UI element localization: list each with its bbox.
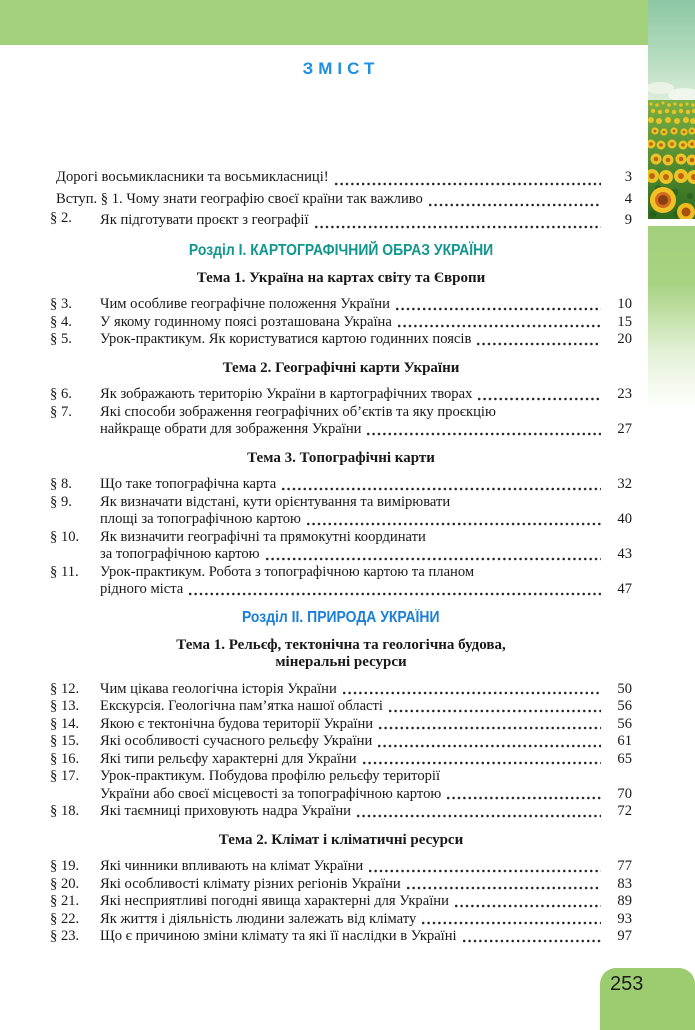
toc-entry bbox=[50, 893, 632, 911]
dot-leader bbox=[189, 592, 601, 596]
toc-entry-text: Екскурсія. Геологічна пам’ятка нашої області bbox=[100, 698, 383, 714]
toc-entry-body bbox=[100, 210, 632, 232]
toc-entry bbox=[50, 386, 632, 404]
toc-entry-page: 27 bbox=[617, 421, 632, 437]
toc-entry-marker: § 12. bbox=[50, 680, 80, 697]
dot-leader bbox=[343, 691, 601, 695]
toc-entry-line bbox=[100, 928, 632, 946]
toc-entry-text: Які особливості клімату різних регіонів України bbox=[100, 875, 401, 892]
toc-entry-page: 20 bbox=[617, 331, 632, 347]
toc-entry-page: 50 bbox=[617, 680, 632, 697]
toc-entry-line bbox=[100, 404, 632, 422]
dot-leader bbox=[477, 342, 601, 346]
toc-entry-line bbox=[100, 876, 632, 894]
toc-entry-line bbox=[100, 476, 632, 494]
toc-entry-line bbox=[100, 296, 632, 314]
toc-entry-page: 4 bbox=[624, 190, 632, 207]
dot-leader bbox=[282, 487, 601, 491]
toc-entry bbox=[50, 681, 632, 699]
page-number-box bbox=[600, 968, 695, 1030]
dot-leader bbox=[389, 709, 601, 713]
toc-entry bbox=[50, 210, 632, 232]
toc-entry-body bbox=[100, 404, 632, 439]
theme-heading-line: мінеральні ресурси bbox=[275, 654, 407, 670]
section-heading-text: Розділ ІІ. ПРИРОДА УКРАЇНИ bbox=[242, 608, 440, 626]
toc-entry-line bbox=[100, 893, 632, 911]
toc-entry-text: Що таке топографічна карта bbox=[100, 476, 277, 492]
toc-entry-line bbox=[100, 911, 632, 929]
toc-entry bbox=[50, 494, 632, 529]
toc-entry bbox=[50, 751, 632, 769]
dot-leader bbox=[407, 886, 601, 890]
toc-entry-text: Як життя і діяльність людини залежать від клімату bbox=[100, 910, 417, 927]
toc-entry-marker: § 22. bbox=[50, 910, 80, 927]
toc-entry-text: найкраще обрати для зображення України bbox=[100, 421, 362, 437]
toc-entry-body bbox=[100, 803, 632, 821]
toc-entry-marker: § 17. bbox=[50, 768, 80, 784]
toc-entry-body bbox=[100, 876, 632, 894]
toc-entry-page: 32 bbox=[617, 476, 632, 492]
toc-entry-marker: § 3. bbox=[50, 296, 72, 312]
toc-entry-text: площі за топографічною картою bbox=[100, 511, 301, 527]
toc-entry-line bbox=[100, 564, 632, 582]
toc-entry-page: 77 bbox=[617, 858, 632, 874]
toc-entry bbox=[50, 529, 632, 564]
toc-entry-line bbox=[100, 698, 632, 716]
dot-leader bbox=[307, 522, 601, 526]
toc-entry-line bbox=[100, 494, 632, 512]
toc-entries bbox=[50, 476, 632, 599]
toc-entry-page: 3 bbox=[624, 169, 632, 185]
toc-entry bbox=[50, 404, 632, 439]
toc-entry-marker: § 10. bbox=[50, 528, 80, 545]
toc-entry-body bbox=[50, 167, 632, 189]
toc-entry bbox=[50, 698, 632, 716]
toc-entry bbox=[50, 331, 632, 349]
dot-leader bbox=[422, 921, 601, 925]
theme-heading-line: Тема 3. Топографічні карти bbox=[247, 449, 435, 466]
toc-entry-body bbox=[100, 681, 632, 699]
toc-entry-marker: § 11. bbox=[50, 563, 79, 580]
toc-entry-text: Які особливості сучасного рельєфу України bbox=[100, 733, 373, 749]
toc-entry bbox=[50, 768, 632, 803]
toc-entry-marker: § 8. bbox=[50, 476, 72, 492]
toc-entry-body bbox=[100, 751, 632, 769]
toc-entry bbox=[50, 928, 632, 946]
toc-entry-text: за топографічною картою bbox=[100, 546, 260, 562]
toc-entry-body bbox=[100, 858, 632, 876]
toc-entries bbox=[50, 858, 632, 946]
toc-entry-text: Які способи зображення географічних об’єктів та яку проєкцію bbox=[100, 403, 496, 420]
toc-entry bbox=[50, 716, 632, 734]
toc-entry-page: 10 bbox=[617, 296, 632, 312]
toc-entry-marker: § 7. bbox=[50, 403, 72, 420]
toc-entry-page: 15 bbox=[617, 313, 632, 330]
top-bar bbox=[0, 0, 648, 45]
theme-heading-line: Тема 1. Рельєф, тектонічна та геологічна будова, bbox=[176, 636, 506, 653]
toc-entry-text: Які несприятливі погодні явища характерні для України bbox=[100, 893, 449, 909]
toc-entry-marker: § 13. bbox=[50, 698, 80, 714]
dot-leader bbox=[357, 814, 601, 818]
toc-entry-page: 43 bbox=[617, 546, 632, 562]
toc-entry bbox=[50, 167, 632, 189]
toc-entry-text: У якому годинному поясі розташована Україна bbox=[100, 313, 392, 330]
toc-entry bbox=[50, 803, 632, 821]
toc-entry-text: Як визначати відстані, кути орієнтування та вимірювати bbox=[100, 493, 451, 510]
sidebar-gradient-strip bbox=[648, 226, 695, 410]
toc-entry-text: Дорогі восьмикласники та восьмикласниці! bbox=[56, 169, 329, 185]
toc-entry bbox=[50, 296, 632, 314]
toc-entry bbox=[50, 733, 632, 751]
toc-entry bbox=[50, 876, 632, 894]
toc-entry bbox=[50, 858, 632, 876]
toc-entry-marker: § 20. bbox=[50, 875, 80, 892]
toc bbox=[50, 45, 632, 946]
toc-entry-body bbox=[100, 296, 632, 314]
toc-entry bbox=[50, 476, 632, 494]
toc-entry-text: Якою є тектонічна будова території України bbox=[100, 715, 374, 732]
toc-entry-line bbox=[100, 546, 632, 564]
theme-heading-line: Тема 1. Україна на картах світу та Європи bbox=[196, 269, 486, 286]
page-title: ЗМІСТ bbox=[302, 59, 380, 78]
toc-entry-marker: § 4. bbox=[50, 313, 72, 330]
section-heading bbox=[50, 242, 632, 259]
page-number: 253 bbox=[610, 973, 644, 995]
toc-entry-body bbox=[100, 733, 632, 751]
toc-entry bbox=[50, 314, 632, 332]
dot-leader bbox=[335, 182, 601, 186]
toc-entry-text: Які чинники впливають на клімат України bbox=[100, 858, 364, 874]
toc-entry-text: Чим цікава геологічна історія України bbox=[100, 680, 337, 697]
toc-entry-line bbox=[100, 681, 632, 699]
dot-leader bbox=[367, 432, 601, 436]
toc-entry-marker: § 19. bbox=[50, 858, 80, 874]
toc-entry-marker: § 9. bbox=[50, 493, 72, 510]
toc-entry-marker: § 15. bbox=[50, 733, 80, 749]
toc-entry-text: України або своєї місцевості за топографічною картою bbox=[100, 785, 442, 802]
toc-entry-marker: § 16. bbox=[50, 750, 80, 767]
toc-entry-marker: § 18. bbox=[50, 803, 80, 819]
toc-entry-text: Урок-практикум. Побудова профілю рельєфу території bbox=[100, 768, 441, 784]
toc-entry bbox=[50, 189, 632, 211]
toc-entry-body bbox=[100, 564, 632, 599]
theme-heading bbox=[50, 360, 632, 378]
toc-entry-page: 97 bbox=[617, 928, 632, 944]
toc-entry-line bbox=[100, 210, 632, 232]
toc-entry-line bbox=[100, 511, 632, 529]
toc-entry-text: Чим особливе географічне положення України bbox=[100, 296, 390, 312]
toc-entry-text: Які типи рельєфу характерні для України bbox=[100, 750, 357, 767]
dot-leader bbox=[429, 203, 601, 207]
toc-entry-line bbox=[100, 858, 632, 876]
toc-entry-line bbox=[100, 386, 632, 404]
toc-entry-body bbox=[100, 314, 632, 332]
toc-entry-body bbox=[100, 529, 632, 564]
toc-entry-body bbox=[100, 331, 632, 349]
toc-entry-page: 61 bbox=[617, 733, 632, 749]
sunflower-field-photo bbox=[648, 0, 695, 219]
toc-entry-text: Урок-практикум. Як користуватися картою годинних поясів bbox=[100, 331, 472, 347]
toc-entry-page: 9 bbox=[624, 212, 632, 228]
toc-entry-text: Які таємниці приховують надра України bbox=[100, 803, 351, 819]
toc-entries bbox=[50, 167, 632, 232]
toc-entry-line bbox=[100, 786, 632, 804]
toc-entry-body bbox=[100, 911, 632, 929]
toc-entry-page: 65 bbox=[617, 750, 632, 767]
dot-leader bbox=[396, 307, 601, 311]
toc-entry-marker: § 21. bbox=[50, 893, 80, 909]
toc-entry-marker: § 2. bbox=[50, 210, 72, 226]
toc-entry-marker: § 23. bbox=[50, 928, 80, 944]
toc-entry-text: Як визначити географічні та прямокутні координати bbox=[100, 528, 426, 545]
toc-entry-page: 72 bbox=[617, 803, 632, 819]
toc-entry-line bbox=[56, 189, 632, 211]
toc-entry-page: 23 bbox=[617, 386, 632, 402]
toc-entry-line bbox=[100, 421, 632, 439]
dot-leader bbox=[369, 869, 601, 873]
toc-entry-marker: § 6. bbox=[50, 386, 72, 402]
toc-entry-page: 93 bbox=[617, 910, 632, 927]
toc-entries bbox=[50, 386, 632, 439]
toc-entry-text: Як підготувати проєкт з географії bbox=[100, 212, 309, 228]
toc-entries bbox=[50, 681, 632, 821]
theme-heading-line: Тема 2. Клімат і кліматичні ресурси bbox=[218, 831, 464, 848]
toc-entry-line bbox=[100, 768, 632, 786]
toc-entry-body bbox=[100, 768, 632, 803]
dot-leader bbox=[315, 225, 601, 229]
toc-entry-marker: § 5. bbox=[50, 331, 72, 347]
dot-leader bbox=[379, 726, 601, 730]
dot-leader bbox=[363, 761, 601, 765]
toc-entry-text: Як зображають територію України в картографічних творах bbox=[100, 386, 473, 402]
toc-entry-text: Що є причиною зміни клімату та які її наслідки в Україні bbox=[100, 928, 457, 944]
toc-entry-body bbox=[100, 698, 632, 716]
theme-heading-line: Тема 2. Географічні карти України bbox=[222, 359, 460, 376]
toc-entries bbox=[50, 296, 632, 349]
dot-leader bbox=[378, 744, 601, 748]
toc-entry bbox=[50, 564, 632, 599]
toc-entry-line bbox=[100, 314, 632, 332]
toc-entry-body bbox=[100, 494, 632, 529]
toc-entry-text: Урок-практикум. Робота з топографічною картою та планом bbox=[100, 563, 475, 580]
toc-entry-body bbox=[100, 928, 632, 946]
toc-entry-line bbox=[100, 716, 632, 734]
theme-heading bbox=[50, 637, 632, 672]
dot-leader bbox=[398, 324, 601, 328]
dot-leader bbox=[478, 397, 601, 401]
dot-leader bbox=[266, 557, 601, 561]
toc-entry-page: 70 bbox=[617, 785, 632, 802]
toc-entry-text: рідного міста bbox=[100, 581, 184, 597]
toc-entry-body bbox=[50, 189, 632, 211]
toc-entry-line bbox=[100, 751, 632, 769]
toc-entry-page: 89 bbox=[617, 893, 632, 909]
theme-heading bbox=[50, 270, 632, 288]
toc-entry-body bbox=[100, 386, 632, 404]
toc-entry-line bbox=[100, 581, 632, 599]
toc-entry-page: 83 bbox=[617, 875, 632, 892]
theme-heading bbox=[50, 450, 632, 468]
toc-entry-line bbox=[100, 803, 632, 821]
section-heading bbox=[50, 609, 632, 626]
section-heading-text: Розділ І. КАРТОГРАФІЧНИЙ ОБРАЗ УКРАЇНИ bbox=[188, 241, 494, 259]
toc-entry-page: 56 bbox=[617, 715, 632, 732]
toc-entry-line bbox=[100, 733, 632, 751]
toc-entry-body bbox=[100, 476, 632, 494]
dot-leader bbox=[463, 939, 601, 943]
dot-leader bbox=[447, 796, 601, 800]
toc-entry-body bbox=[100, 893, 632, 911]
toc-entry bbox=[50, 911, 632, 929]
toc-entry-page: 47 bbox=[617, 581, 632, 597]
toc-entry-marker: § 14. bbox=[50, 715, 80, 732]
toc-entry-page: 56 bbox=[617, 698, 632, 714]
toc-entry-text: Вступ. § 1. Чому знати географію своєї країни так важливо bbox=[56, 190, 423, 207]
dot-leader bbox=[455, 904, 601, 908]
toc-entry-line bbox=[100, 331, 632, 349]
toc-entry-line bbox=[100, 529, 632, 547]
theme-heading bbox=[50, 832, 632, 850]
toc-entry-body bbox=[100, 716, 632, 734]
toc-entry-page: 40 bbox=[617, 511, 632, 527]
toc-entry-line bbox=[56, 167, 632, 189]
